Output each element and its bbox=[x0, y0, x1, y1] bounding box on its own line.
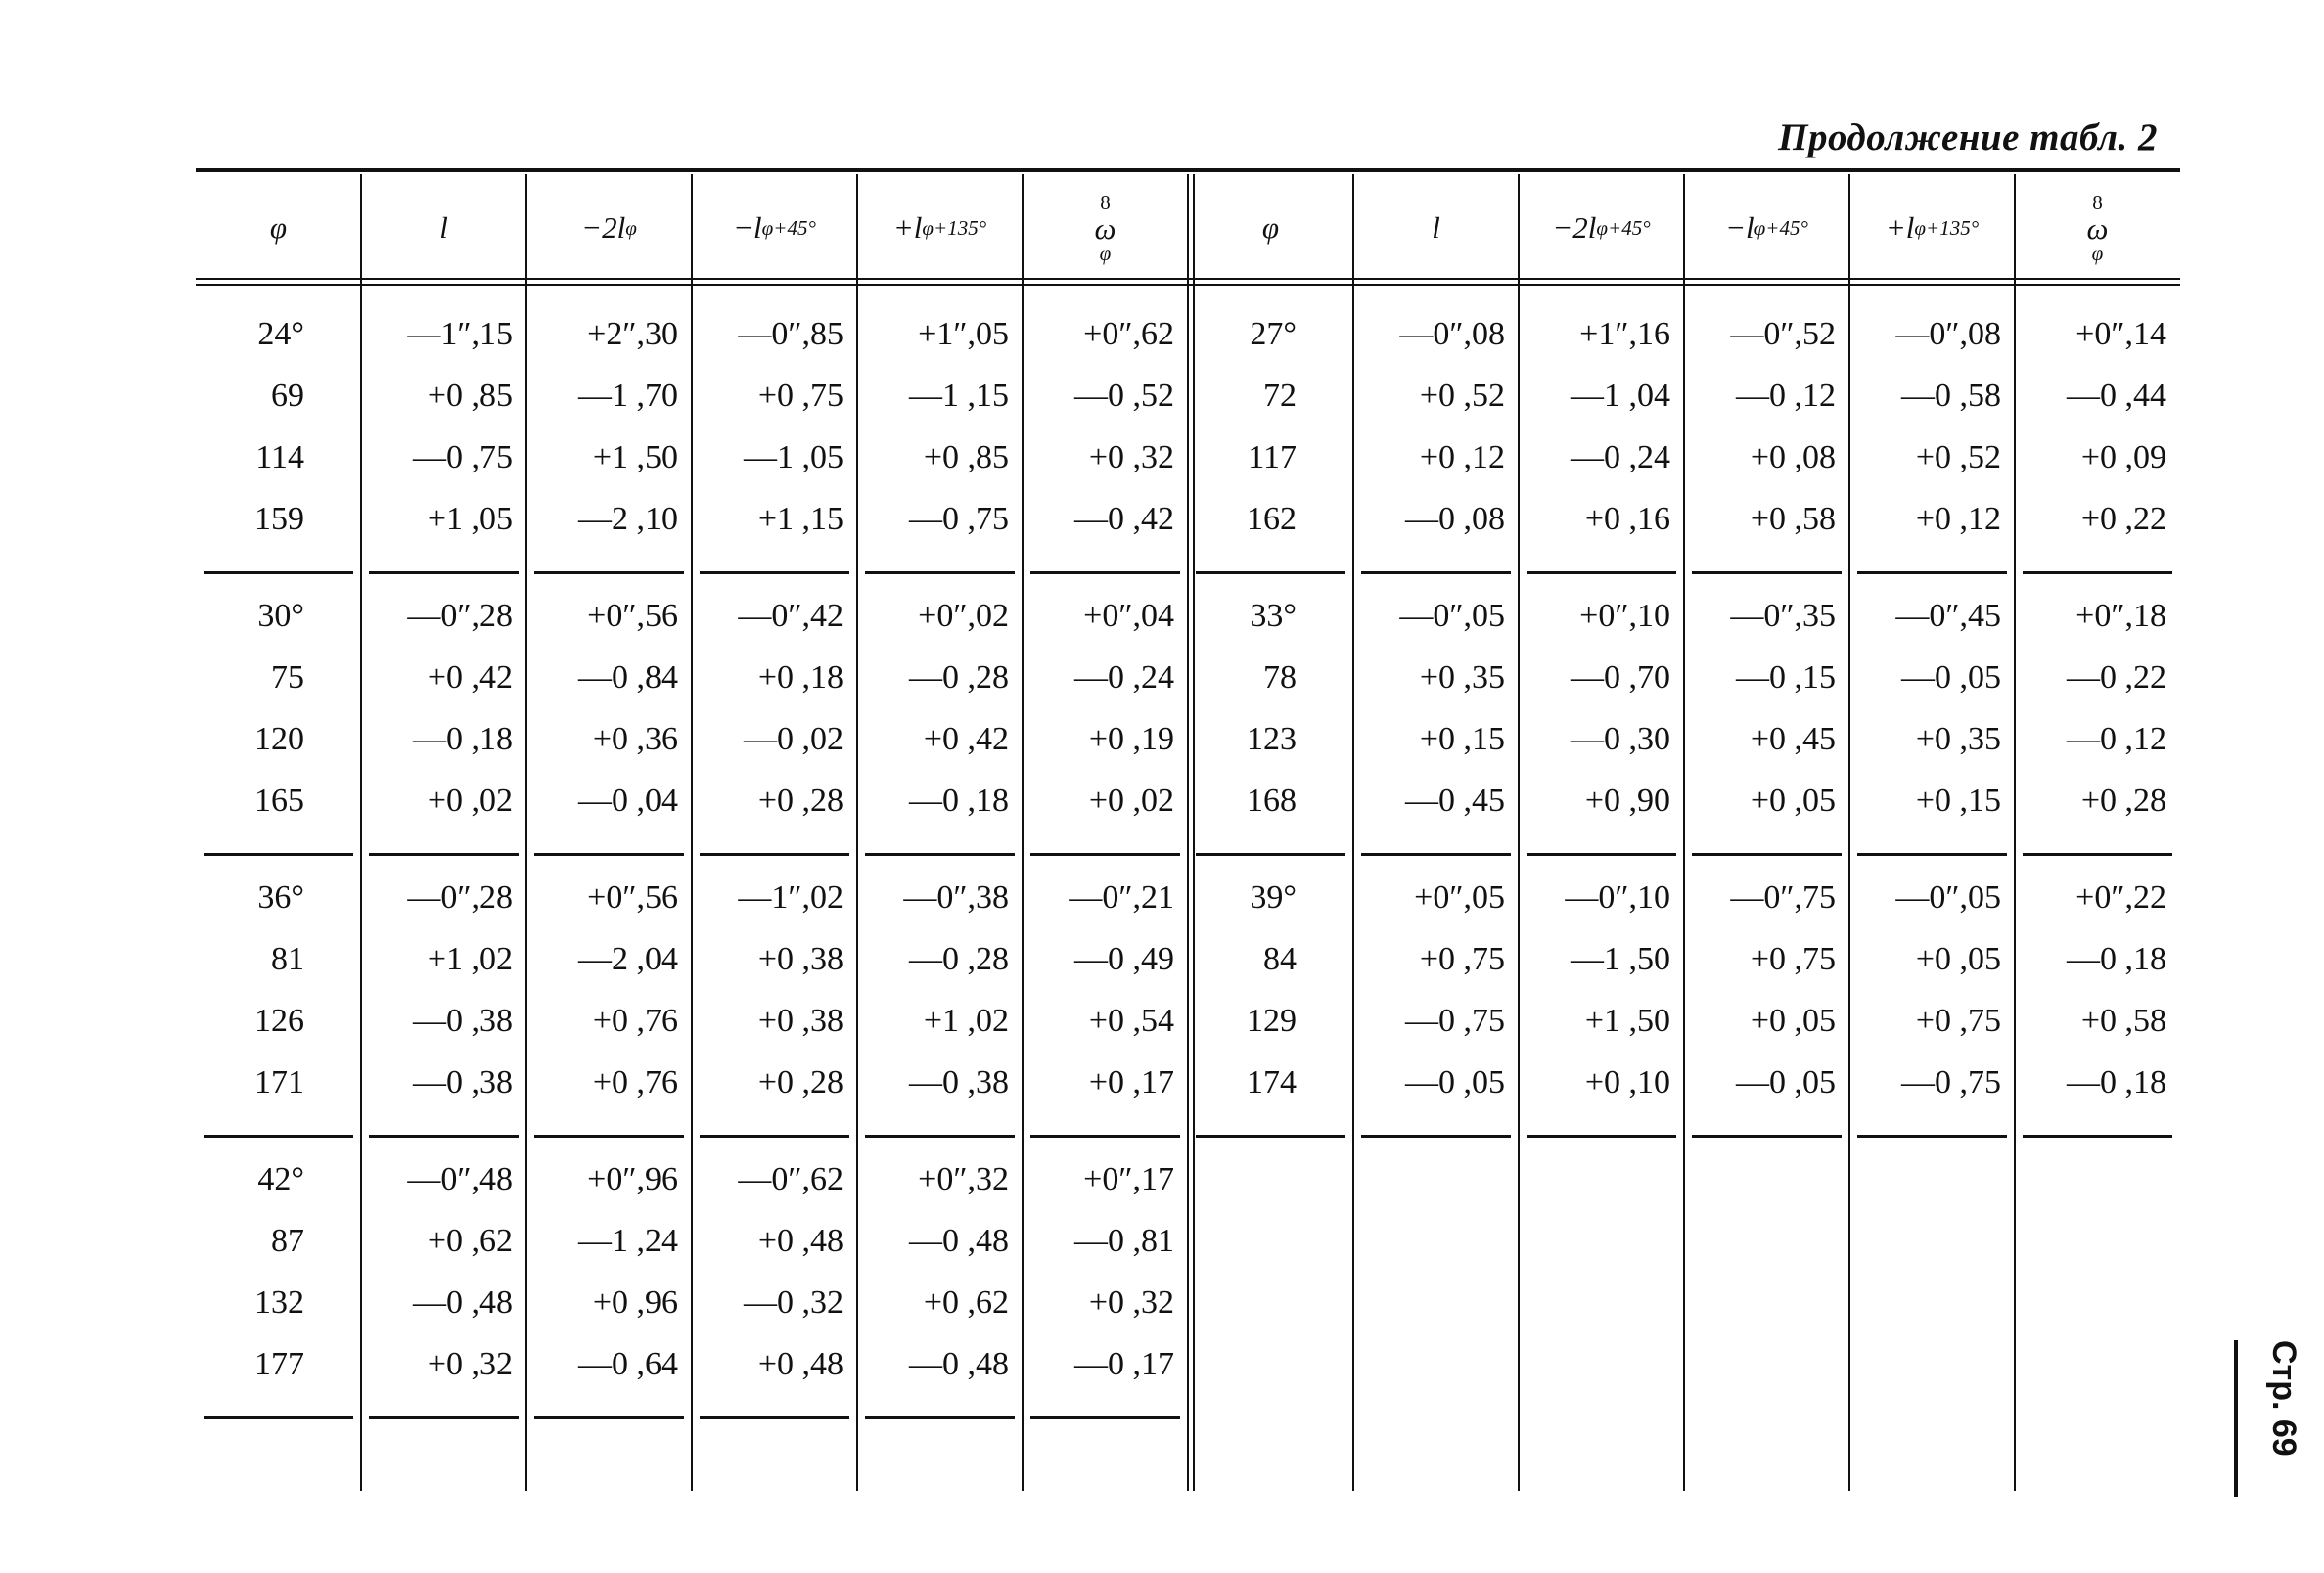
column-header bbox=[526, 178, 692, 278]
angle-cell: 120 bbox=[254, 721, 304, 757]
value-cell: +0 ,75 bbox=[1419, 941, 1505, 977]
value-cell: +0 ,38 bbox=[757, 941, 843, 977]
angle-cell: 168 bbox=[1247, 783, 1297, 819]
value-cell: +1″,05 bbox=[918, 316, 1009, 352]
value-cell: —0″,05 bbox=[1895, 879, 2001, 916]
value-cell: +0 ,16 bbox=[1584, 501, 1670, 537]
value-cell: —0″,45 bbox=[1895, 598, 2001, 634]
value-cell: —0″,28 bbox=[407, 879, 513, 916]
value-cell: +0 ,05 bbox=[1750, 1003, 1836, 1039]
value-cell: —0 ,18 bbox=[2067, 941, 2166, 977]
angle-cell: 69 bbox=[271, 378, 304, 414]
value-cell: —0 ,17 bbox=[1074, 1346, 1174, 1382]
value-cell: —0 ,42 bbox=[1074, 501, 1174, 537]
column-header bbox=[196, 178, 361, 278]
group-separator bbox=[1527, 571, 1676, 574]
header-symbol: −l bbox=[1725, 210, 1754, 245]
group-separator bbox=[2023, 1135, 2172, 1138]
group-separator bbox=[534, 853, 684, 856]
value-cell: +0 ,22 bbox=[2080, 501, 2166, 537]
value-cell: —0″,52 bbox=[1730, 316, 1836, 352]
angle-cell: 36° bbox=[257, 879, 304, 916]
value-cell: —0″,21 bbox=[1069, 879, 1174, 916]
value-cell: —2 ,04 bbox=[578, 941, 678, 977]
value-cell: —0 ,02 bbox=[744, 721, 843, 757]
group-separator bbox=[700, 571, 849, 574]
header-superscript: 8 bbox=[2092, 190, 2103, 214]
value-cell: +0 ,05 bbox=[1750, 783, 1836, 819]
header-subscript: φ bbox=[1099, 241, 1112, 265]
value-cell: +1 ,02 bbox=[923, 1003, 1009, 1039]
angle-cell: 114 bbox=[255, 439, 304, 475]
value-cell: —1 ,15 bbox=[909, 378, 1009, 414]
value-cell: +0″,22 bbox=[2075, 879, 2166, 916]
value-cell: +0 ,48 bbox=[757, 1223, 843, 1259]
group-separator bbox=[700, 853, 849, 856]
value-cell: —0 ,70 bbox=[1571, 659, 1670, 696]
value-cell: —0 ,22 bbox=[2067, 659, 2166, 696]
value-cell: —0 ,38 bbox=[909, 1064, 1009, 1101]
value-cell: —0 ,75 bbox=[413, 439, 513, 475]
angle-cell: 33° bbox=[1250, 598, 1297, 634]
value-cell: —0 ,75 bbox=[1901, 1064, 2001, 1101]
value-cell: +0 ,09 bbox=[2080, 439, 2166, 475]
value-cell: +0 ,08 bbox=[1750, 439, 1836, 475]
value-cell: —0 ,38 bbox=[413, 1064, 513, 1101]
angle-cell: 126 bbox=[254, 1003, 304, 1039]
value-cell: +1 ,50 bbox=[1584, 1003, 1670, 1039]
column-header bbox=[1684, 178, 1849, 278]
header-symbol: ω bbox=[1094, 210, 1116, 246]
value-cell: —0″,48 bbox=[407, 1161, 513, 1197]
value-cell: —0″,75 bbox=[1730, 879, 1836, 916]
value-cell: —1 ,04 bbox=[1571, 378, 1670, 414]
value-cell: +0 ,32 bbox=[427, 1346, 513, 1382]
value-cell: +0″,05 bbox=[1414, 879, 1505, 916]
angle-cell: 162 bbox=[1247, 501, 1297, 537]
value-cell: +0 ,17 bbox=[1088, 1064, 1174, 1101]
value-cell: +0 ,35 bbox=[1915, 721, 2001, 757]
group-separator bbox=[1196, 1135, 1345, 1138]
angle-cell: 72 bbox=[1263, 378, 1297, 414]
value-cell: +0 ,35 bbox=[1419, 659, 1505, 696]
group-separator bbox=[369, 1416, 519, 1419]
value-cell: +0 ,02 bbox=[427, 783, 513, 819]
value-cell: +0 ,58 bbox=[2080, 1003, 2166, 1039]
column-header bbox=[1519, 178, 1684, 278]
value-cell: +0 ,28 bbox=[757, 783, 843, 819]
group-separator bbox=[700, 1416, 849, 1419]
value-cell: +0″,32 bbox=[918, 1161, 1009, 1197]
value-cell: —0 ,81 bbox=[1074, 1223, 1174, 1259]
angle-cell: 42° bbox=[257, 1161, 304, 1197]
value-cell: —0″,35 bbox=[1730, 598, 1836, 634]
angle-cell: 117 bbox=[1248, 439, 1297, 475]
value-cell: +0 ,42 bbox=[427, 659, 513, 696]
header-subscript: φ+45° bbox=[1754, 215, 1808, 240]
value-cell: +0 ,75 bbox=[757, 378, 843, 414]
value-cell: —0 ,52 bbox=[1074, 378, 1174, 414]
header-symbol: +l bbox=[892, 210, 923, 245]
value-cell: +0″,62 bbox=[1083, 316, 1174, 352]
value-cell: +0 ,75 bbox=[1915, 1003, 2001, 1039]
value-cell: —0 ,48 bbox=[909, 1223, 1009, 1259]
value-cell: —0 ,12 bbox=[2067, 721, 2166, 757]
value-cell: —0 ,28 bbox=[909, 659, 1009, 696]
value-cell: +0 ,38 bbox=[757, 1003, 843, 1039]
header-subscript: φ+135° bbox=[922, 215, 987, 240]
value-cell: +0″,04 bbox=[1083, 598, 1174, 634]
value-cell: +0 ,28 bbox=[2080, 783, 2166, 819]
group-separator bbox=[1361, 571, 1511, 574]
value-cell: —0 ,18 bbox=[909, 783, 1009, 819]
header-subscript: φ+135° bbox=[1914, 215, 1980, 240]
value-cell: —0 ,05 bbox=[1736, 1064, 1836, 1101]
header-symbol: −l bbox=[733, 210, 762, 245]
value-cell: +0 ,52 bbox=[1915, 439, 2001, 475]
value-cell: —0 ,64 bbox=[578, 1346, 678, 1382]
header-subscript: φ bbox=[625, 215, 637, 240]
value-cell: —0″,62 bbox=[738, 1161, 843, 1197]
angle-cell: 84 bbox=[1263, 941, 1297, 977]
header-symbol: ω bbox=[2086, 210, 2109, 246]
group-separator bbox=[1857, 853, 2007, 856]
value-cell: +0 ,15 bbox=[1915, 783, 2001, 819]
header-superscript: 8 bbox=[1100, 190, 1111, 214]
table-top-rule bbox=[196, 168, 2180, 172]
header-symbol: −2l bbox=[1552, 210, 1597, 245]
value-cell: —0″,05 bbox=[1399, 598, 1505, 634]
value-cell: +0″,17 bbox=[1083, 1161, 1174, 1197]
header-symbol: φ bbox=[269, 210, 288, 245]
value-cell: —0 ,75 bbox=[909, 501, 1009, 537]
value-cell: —1 ,50 bbox=[1571, 941, 1670, 977]
value-cell: —0″,85 bbox=[738, 316, 843, 352]
value-cell: +0 ,54 bbox=[1088, 1003, 1174, 1039]
value-cell: +1 ,05 bbox=[427, 501, 513, 537]
value-cell: —0″,42 bbox=[738, 598, 843, 634]
group-separator bbox=[534, 1135, 684, 1138]
angle-cell: 24° bbox=[257, 316, 304, 352]
value-cell: +0 ,85 bbox=[923, 439, 1009, 475]
omega-symbol bbox=[2086, 190, 2109, 265]
group-separator bbox=[369, 853, 519, 856]
angle-cell: 159 bbox=[254, 501, 304, 537]
group-separator bbox=[1361, 853, 1511, 856]
value-cell: —1 ,70 bbox=[578, 378, 678, 414]
value-cell: +0 ,19 bbox=[1088, 721, 1174, 757]
value-cell: +2″,30 bbox=[587, 316, 678, 352]
value-cell: —0 ,49 bbox=[1074, 941, 1174, 977]
value-cell: —0″,08 bbox=[1895, 316, 2001, 352]
group-separator bbox=[700, 1135, 849, 1138]
group-separator bbox=[1692, 1135, 1842, 1138]
value-cell: —0″,08 bbox=[1399, 316, 1505, 352]
header-subscript: φ+45° bbox=[1596, 215, 1651, 240]
value-cell: —1″,02 bbox=[738, 879, 843, 916]
value-cell: —0″,10 bbox=[1565, 879, 1670, 916]
angle-cell: 30° bbox=[257, 598, 304, 634]
value-cell: +0 ,42 bbox=[923, 721, 1009, 757]
value-cell: +0 ,18 bbox=[757, 659, 843, 696]
value-cell: +0 ,02 bbox=[1088, 783, 1174, 819]
value-cell: —1 ,24 bbox=[578, 1223, 678, 1259]
value-cell: +0 ,10 bbox=[1584, 1064, 1670, 1101]
value-cell: —0 ,32 bbox=[744, 1284, 843, 1321]
value-cell: +0 ,90 bbox=[1584, 783, 1670, 819]
group-separator bbox=[865, 853, 1015, 856]
value-cell: +1 ,02 bbox=[427, 941, 513, 977]
value-cell: —0 ,48 bbox=[909, 1346, 1009, 1382]
value-cell: —0 ,04 bbox=[578, 783, 678, 819]
header-subscript: φ+45° bbox=[761, 215, 816, 240]
column-header bbox=[692, 178, 857, 278]
value-cell: —0 ,28 bbox=[909, 941, 1009, 977]
header-subscript: φ bbox=[2091, 241, 2104, 265]
value-cell: +0 ,62 bbox=[427, 1223, 513, 1259]
group-separator bbox=[1857, 571, 2007, 574]
group-separator bbox=[865, 571, 1015, 574]
angle-cell: 177 bbox=[254, 1346, 304, 1382]
value-cell: —0 ,05 bbox=[1901, 659, 2001, 696]
value-cell: —0 ,30 bbox=[1571, 721, 1670, 757]
angle-cell: 27° bbox=[1250, 316, 1297, 352]
value-cell: —0 ,08 bbox=[1405, 501, 1505, 537]
value-cell: +0 ,62 bbox=[923, 1284, 1009, 1321]
value-cell: —0 ,75 bbox=[1405, 1003, 1505, 1039]
value-cell: +0″,96 bbox=[587, 1161, 678, 1197]
value-cell: +1″,16 bbox=[1579, 316, 1670, 352]
group-separator bbox=[1196, 853, 1345, 856]
page-number: Стр. 69 bbox=[2234, 1340, 2302, 1497]
column-header bbox=[1849, 178, 2015, 278]
value-cell: —0 ,44 bbox=[2067, 378, 2166, 414]
value-cell: —0″,28 bbox=[407, 598, 513, 634]
value-cell: +1 ,50 bbox=[592, 439, 678, 475]
group-separator bbox=[369, 571, 519, 574]
value-cell: +0 ,36 bbox=[592, 721, 678, 757]
header-symbol: l bbox=[1432, 210, 1440, 245]
value-cell: +1 ,15 bbox=[757, 501, 843, 537]
column-header bbox=[1188, 178, 1353, 278]
angle-cell: 132 bbox=[254, 1284, 304, 1321]
angle-cell: 75 bbox=[271, 659, 304, 696]
value-cell: +0″,18 bbox=[2075, 598, 2166, 634]
value-cell: +0″,02 bbox=[918, 598, 1009, 634]
group-separator bbox=[1196, 571, 1345, 574]
group-separator bbox=[865, 1416, 1015, 1419]
value-cell: +0″,56 bbox=[587, 598, 678, 634]
angle-cell: 87 bbox=[271, 1223, 304, 1259]
value-cell: +0 ,58 bbox=[1750, 501, 1836, 537]
value-cell: +0 ,96 bbox=[592, 1284, 678, 1321]
group-separator bbox=[1692, 571, 1842, 574]
value-cell: +0 ,45 bbox=[1750, 721, 1836, 757]
value-cell: —0 ,24 bbox=[1074, 659, 1174, 696]
group-separator bbox=[1030, 853, 1180, 856]
value-cell: —0 ,45 bbox=[1405, 783, 1505, 819]
value-cell: +0 ,76 bbox=[592, 1064, 678, 1101]
value-cell: —0 ,48 bbox=[413, 1284, 513, 1321]
group-separator bbox=[865, 1135, 1015, 1138]
group-separator bbox=[369, 1135, 519, 1138]
angle-cell: 171 bbox=[254, 1064, 304, 1101]
value-cell: —0 ,84 bbox=[578, 659, 678, 696]
group-separator bbox=[534, 1416, 684, 1419]
group-separator bbox=[204, 1135, 353, 1138]
group-separator bbox=[204, 571, 353, 574]
header-symbol: l bbox=[439, 210, 448, 245]
value-cell: —0 ,12 bbox=[1736, 378, 1836, 414]
value-cell: +0 ,85 bbox=[427, 378, 513, 414]
group-separator bbox=[2023, 571, 2172, 574]
column-header bbox=[857, 178, 1023, 278]
table-continuation-note: Продолжение табл. 2 bbox=[1778, 116, 2158, 158]
group-separator bbox=[1030, 1135, 1180, 1138]
group-separator bbox=[1030, 571, 1180, 574]
value-cell: —1″,15 bbox=[407, 316, 513, 352]
header-symbol: +l bbox=[1885, 210, 1915, 245]
value-cell: —0 ,24 bbox=[1571, 439, 1670, 475]
group-separator bbox=[1857, 1135, 2007, 1138]
group-separator bbox=[204, 853, 353, 856]
group-separator bbox=[1030, 1416, 1180, 1419]
value-cell: +0 ,28 bbox=[757, 1064, 843, 1101]
value-cell: —0 ,15 bbox=[1736, 659, 1836, 696]
value-cell: —0 ,18 bbox=[2067, 1064, 2166, 1101]
value-cell: +0 ,12 bbox=[1915, 501, 2001, 537]
header-symbol: φ bbox=[1261, 210, 1280, 245]
value-cell: +0″,10 bbox=[1579, 598, 1670, 634]
angle-cell: 39° bbox=[1250, 879, 1297, 916]
value-cell: —0 ,18 bbox=[413, 721, 513, 757]
angle-cell: 165 bbox=[254, 783, 304, 819]
value-cell: +0″,56 bbox=[587, 879, 678, 916]
value-cell: +0 ,12 bbox=[1419, 439, 1505, 475]
value-cell: —0 ,38 bbox=[413, 1003, 513, 1039]
value-cell: —1 ,05 bbox=[744, 439, 843, 475]
group-separator bbox=[1692, 853, 1842, 856]
value-cell: +0 ,52 bbox=[1419, 378, 1505, 414]
group-separator bbox=[1527, 1135, 1676, 1138]
angle-cell: 81 bbox=[271, 941, 304, 977]
value-cell: +0 ,48 bbox=[757, 1346, 843, 1382]
column-header bbox=[361, 178, 526, 278]
omega-symbol bbox=[1094, 190, 1116, 265]
value-cell: —0 ,05 bbox=[1405, 1064, 1505, 1101]
value-cell: +0″,14 bbox=[2075, 316, 2166, 352]
group-separator bbox=[204, 1416, 353, 1419]
angle-cell: 129 bbox=[1247, 1003, 1297, 1039]
value-cell: +0 ,76 bbox=[592, 1003, 678, 1039]
value-cell: +0 ,32 bbox=[1088, 439, 1174, 475]
value-cell: —0″,38 bbox=[903, 879, 1009, 916]
group-separator bbox=[1361, 1135, 1511, 1138]
data-table bbox=[196, 168, 2180, 1491]
column-header bbox=[2015, 178, 2180, 278]
group-separator bbox=[534, 571, 684, 574]
group-separator bbox=[1527, 853, 1676, 856]
value-cell: +0 ,75 bbox=[1750, 941, 1836, 977]
column-header bbox=[1353, 178, 1519, 278]
value-cell: +0 ,32 bbox=[1088, 1284, 1174, 1321]
value-cell: —2 ,10 bbox=[578, 501, 678, 537]
column-header bbox=[1023, 178, 1188, 278]
angle-cell: 174 bbox=[1247, 1064, 1297, 1101]
header-symbol: −2l bbox=[581, 210, 626, 245]
value-cell: —0 ,58 bbox=[1901, 378, 2001, 414]
group-separator bbox=[2023, 853, 2172, 856]
angle-cell: 78 bbox=[1263, 659, 1297, 696]
value-cell: +0 ,05 bbox=[1915, 941, 2001, 977]
angle-cell: 123 bbox=[1247, 721, 1297, 757]
value-cell: +0 ,15 bbox=[1419, 721, 1505, 757]
